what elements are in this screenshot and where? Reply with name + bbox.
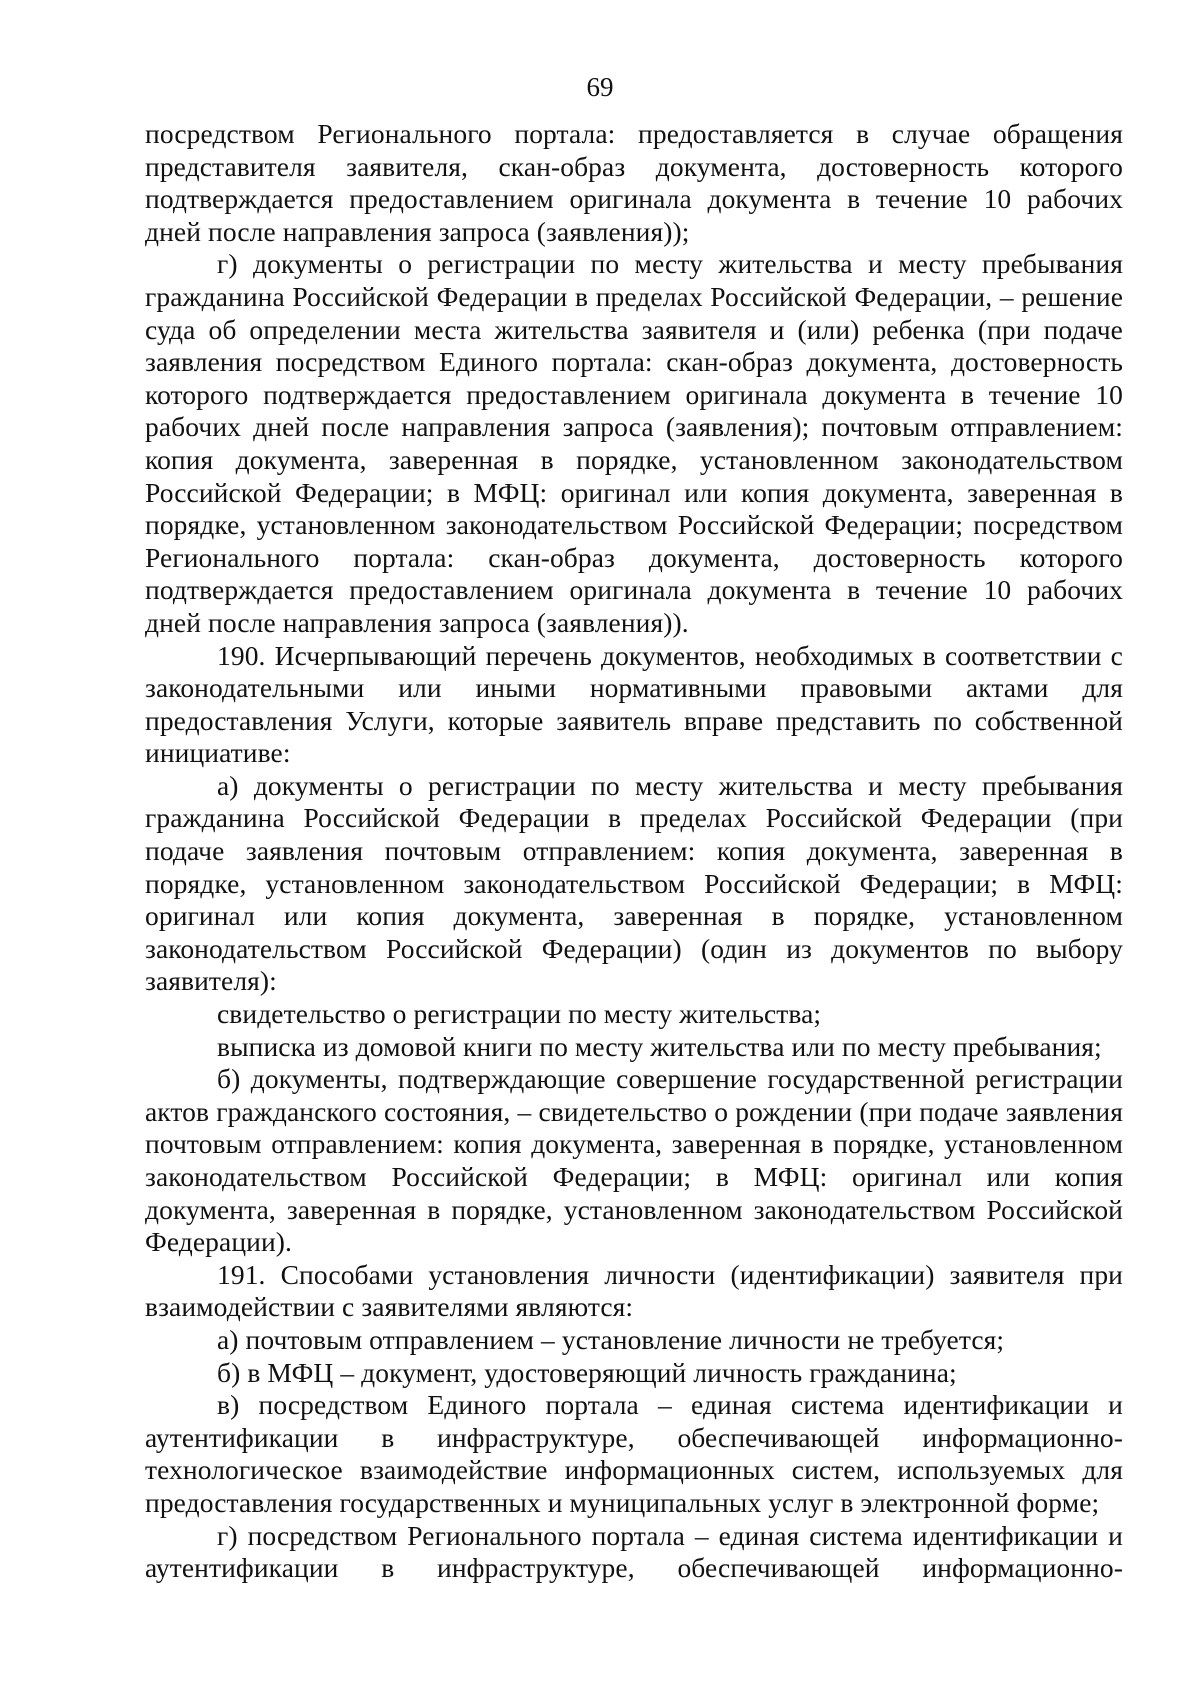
paragraph-item-g-regional-portal: г) посредством Регионального портала – единая система идентификации и аутентификации в инфраструктуре, обеспечивающей информационно- [145, 1519, 1123, 1584]
paragraph-190: 190. Исчерпывающий перечень документов, необходимых в соответствии с законодательными или иными нормативными правовыми актами для предоставления Услуги, которые заявитель вправе представить по собственной инициативе: [145, 639, 1123, 769]
paragraph-house-book-extract: выписка из домовой книги по месту жительства или по месту пребывания; [217, 1030, 1102, 1062]
paragraph-item-b-civil-status: б) документы, подтверждающие совершение государственной регистрации актов гражданского состояния, – свидетельство о рождении (при подаче заявления почтовым отправлением: копия документа, заверенная в порядке, установленном законодательством Российской Федерации; в МФЦ: оригинал или копия документа, заверенная в порядке, установленном законодательством Российской Федерации). [145, 1063, 1123, 1258]
paragraph-item-a-registration-documents: а) документы о регистрации по месту жительства и месту пребывания гражданина Российской Федерации в пределах Российской Федерации (при подаче заявления почтовым отправлением: копия документа, заверенная в порядке, установленном законодательством Российской Федерации; в МФЦ: оригинал или копия документа, заверенная в порядке, установленном законодательством Российской Федерации) (один из документов по выбору заявителя): [145, 769, 1123, 997]
document-body [145, 118, 1123, 1585]
paragraph-191: 191. Способами установления личности (идентификации) заявителя при взаимодействии с заявителями являются: [145, 1258, 1123, 1323]
paragraph-registration-certificate: свидетельство о регистрации по месту жительства; [217, 998, 822, 1030]
paragraph-item-v-unified-portal: в) посредством Единого портала – единая система идентификации и аутентификации в инфраструктуре, обеспечивающей информационно-технологическое взаимодействие информационных систем, используемых для предоставления государственных и муниципальных услуг в электронной форме; [145, 1389, 1123, 1518]
page-number: 69 [586, 72, 614, 102]
paragraph-item-b-mfc: б) в МФЦ – документ, удостоверяющий личность гражданина; [217, 1356, 957, 1388]
paragraph-item-g-residence-documents: г) документы о регистрации по месту жительства и месту пребывания гражданина Российской Федерации в пределах Российской Федерации, – решение суда об определении места жительства заявителя и (или) ребенка (при подаче заявления посредством Единого портала: скан-образ документа, достоверность которого подтверждается предоставлением оригинала документа в течение 10 рабочих дней после направления запроса (заявления); почтовым отправлением: копия документа, заверенная в порядке, установленном законодательством Российской Федерации; в МФЦ: оригинал или копия документа, заверенная в порядке, установленном законодательством Российской Федерации; посредством Регионального портала: скан-образ документа, достоверность которого подтверждается предоставлением оригинала документа в течение 10 рабочих дней после направления запроса (заявления)). [145, 248, 1123, 638]
paragraph-item-a-postal: а) почтовым отправлением – установление личности не требуется; [217, 1323, 1005, 1355]
paragraph-continuation: посредством Регионального портала: предоставляется в случае обращения представителя заявителя, скан-образ документа, достоверность которого подтверждается предоставлением оригинала документа в течение 10 рабочих дней после направления запроса (заявления)); [145, 118, 1123, 247]
